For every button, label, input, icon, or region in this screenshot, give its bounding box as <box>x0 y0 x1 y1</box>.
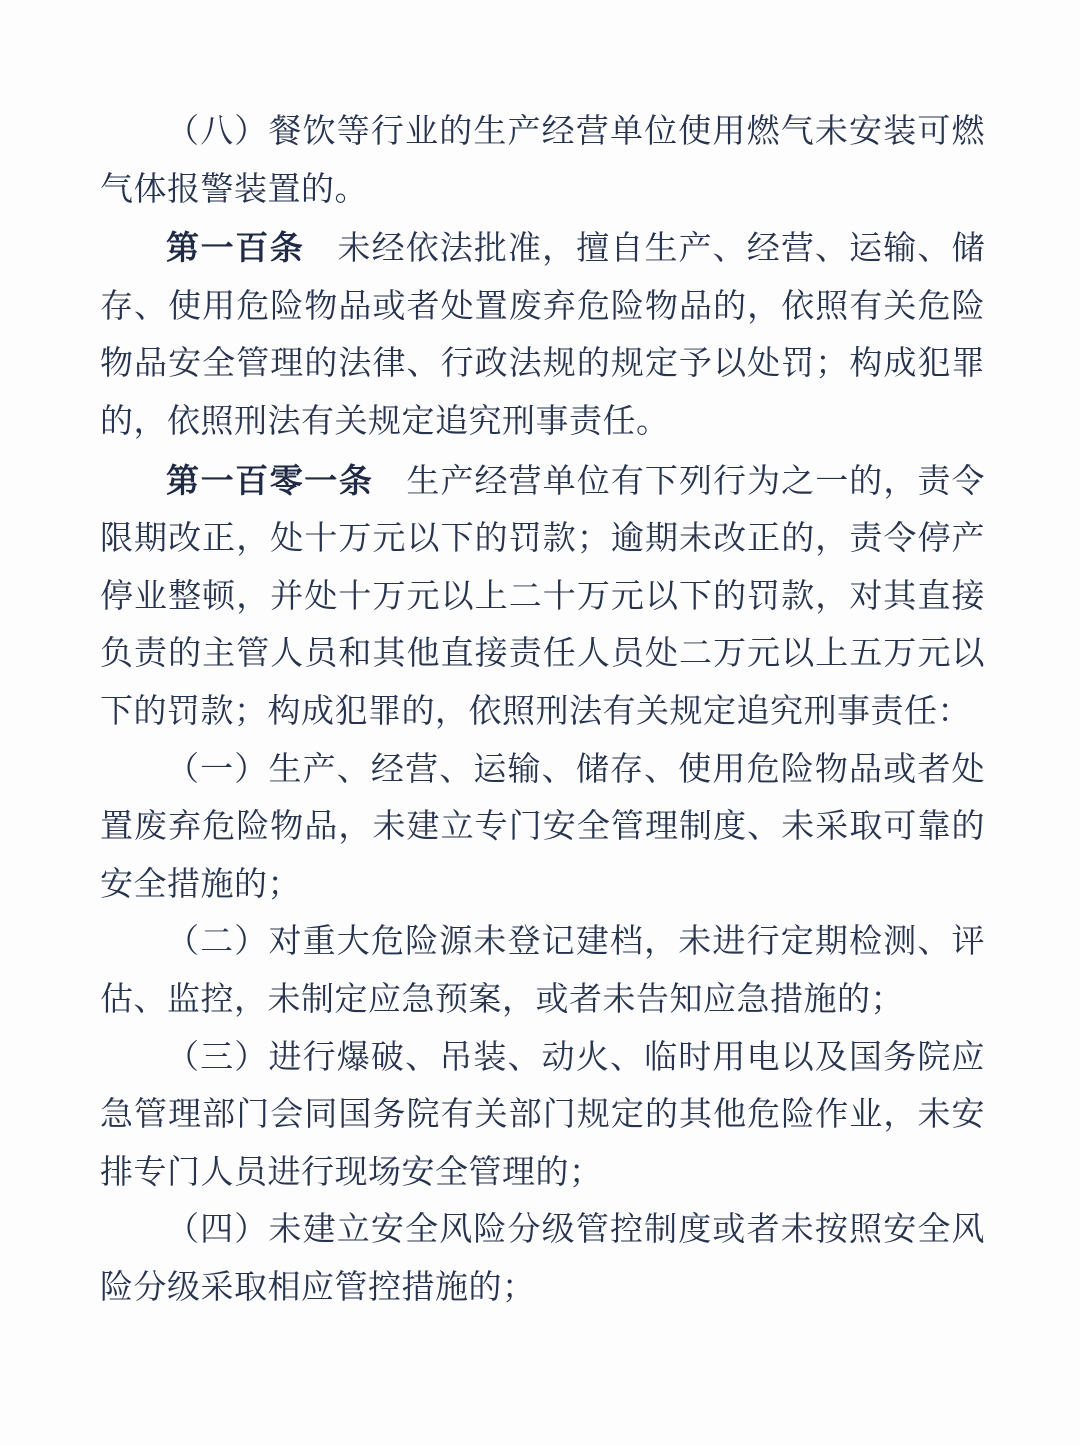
paragraph-text: （三）进行爆破、吊装、动火、临时用电以及国务院应急管理部门会同国务院有关部门规定的其他危险作业，未安排专门人员进行现场安全管理的； <box>100 1039 985 1191</box>
clause-item-1 <box>100 742 985 915</box>
article-number: 第一百条 <box>166 229 305 267</box>
article-number: 第一百零一条 <box>166 461 374 499</box>
paragraph-text: （四）未建立安全风险分级管控制度或者未按照安全风险分级采取相应管控措施的； <box>100 1212 985 1306</box>
clause-item-2 <box>100 914 985 1029</box>
clause-item-4 <box>100 1202 985 1317</box>
article-101-paragraph <box>100 452 985 742</box>
clause-item-8 <box>100 104 985 219</box>
paragraph-text: 生产经营单位有下列行为之一的，责令限期改正，处十万元以下的罚款；逾期未改正的，责令停产停业整顿，并处十万元以上二十万元以下的罚款，对其直接负责的主管人员和其他直接责任人员处二万元以上五万元以下的罚款；构成犯罪的，依照刑法有关规定追究刑事责任： <box>100 463 986 730</box>
article-100-paragraph <box>100 219 985 451</box>
clause-item-3 <box>100 1030 985 1203</box>
paragraph-text: （二）对重大危险源未登记建档，未进行定期检测、评估、监控，未制定应急预案，或者未告知应急措施的； <box>100 924 985 1018</box>
paragraph-text: 未经依法批准，擅自生产、经营、运输、储存、使用危险物品或者处置废弃危险物品的，依照有关危险物品安全管理的法律、行政法规的规定予以处罚；构成犯罪的，依照刑法有关规定追究刑事责任。 <box>100 231 986 440</box>
paragraph-text: （八）餐饮等行业的生产经营单位使用燃气未安装可燃气体报警装置的。 <box>100 114 985 208</box>
paragraph-text: （一）生产、经营、运输、储存、使用危险物品或者处置废弃危险物品，未建立专门安全管理制度、未采取可靠的安全措施的； <box>100 751 985 903</box>
